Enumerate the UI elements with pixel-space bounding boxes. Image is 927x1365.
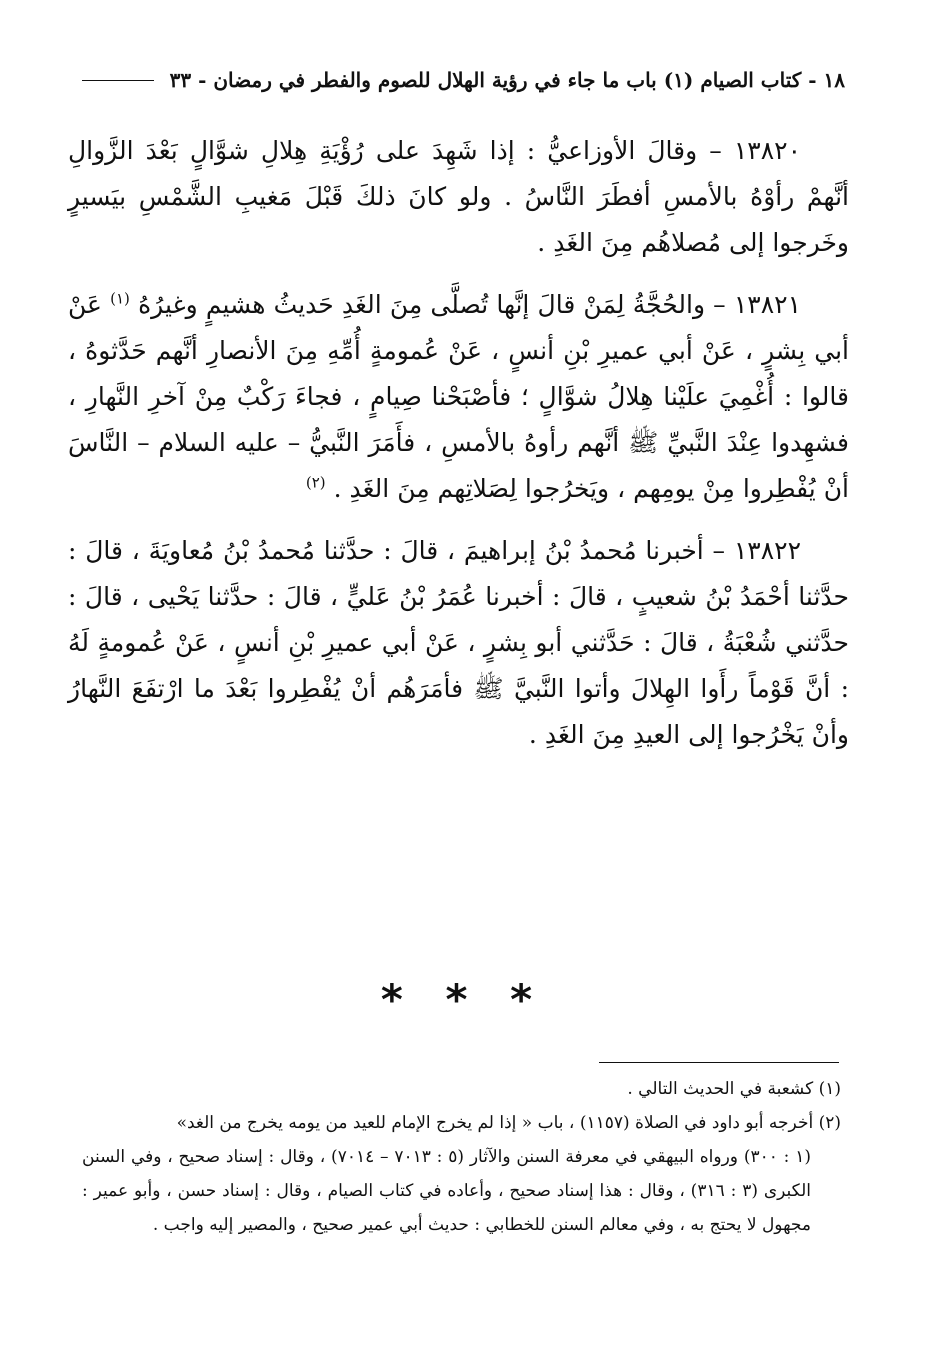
hadith-text: – والحُجَّةُ لِمَنْ قالَ إنَّها تُصلَّى مِنَ الغَدِ حَديثُ هشيمٍ وغيرُهُ xyxy=(129,290,734,319)
hadith-paragraph xyxy=(68,128,849,266)
footnote-rule xyxy=(599,1062,839,1063)
header-rule xyxy=(82,80,154,81)
hadith-text: – أخبرنا مُحمدُ بْنُ إبراهيمَ ، قالَ : حدَّثنا مُحمدُ بْنُ مُعاويَةَ ، قالَ : حدَّثنا أحْمَدُ بْنُ شعيبٍ ، قالَ : أخبرنا عُمَرُ بْنُ عَليٍّ ، قالَ : حدَّثنا يَحْيى ، قالَ : حدَّثني شُعْبَةُ ، قالَ : حَدَّثني أبو بِشرٍ ، عَنْ أبي عميرِ بْنِ أنسٍ ، عَنْ عُمومةٍ لَهُ : أنَّ قَوْماً رأَوا الهِلالَ وأتوا النَّبيَّ ﷺ فأمَرَهُم أنْ يُفْطِروا بَعْدَ ما ارْتفَعَ النَّهارُ وأنْ يَخْرُجوا إلى العيدِ مِنَ الغَدِ . xyxy=(68,536,849,749)
footnote-1: (١) كشعبة في الحديث التالي . xyxy=(627,1079,841,1099)
main-text xyxy=(68,128,849,774)
footnote-2: (٢) أخرجه أبو داود في الصلاة (١١٥٧) ، باب « إذا لم يخرج الإمام للعيد من يومه يخرج من الغد» xyxy=(176,1113,841,1133)
section-separator: * * * xyxy=(380,975,547,1024)
footnote-ref-1: (١) xyxy=(110,289,130,308)
hadith-paragraph xyxy=(68,528,849,758)
hadith-text: عَنْ أبي بِشرٍ ، عَنْ أبي عميرِ بْنِ أنسٍ ، عَنْ عُمومةٍ أُمِّهِ مِنَ الأنصارِ أنَّهم حَدَّثوهُ ، قالوا : أُغْمِيَ علَيْنا هِلالُ شوَّالٍ ؛ فأصْبَحْنا صِيامٍ ، فجاءَ رَكْبٌ مِنْ آخرِ النَّهارِ ، فشهِدوا عِنْدَ النَّبيِّ ﷺ أنَّهم رأوهُ بالأمسِ ، فأَمَرَ النَّبيُّ – عليه السلام – النَّاسَ أنْ يُفْطِروا مِنْ يومِهم ، ويَخرُجوا لِصَلاتِهم مِنَ الغَدِ . xyxy=(68,290,849,503)
footnotes xyxy=(82,1072,841,1242)
hadith-number: ١٣٨٢١ xyxy=(733,290,801,319)
footnote-2-continued: (١ : ٣٠٠) ورواه البيهقي في معرفة السنن والآثار (٥ : ٧٠١٣ – ٧٠١٤) ، وقال : إسناد صحيح ، وفي السنن الكبرى (٣ : ٣١٦) ، وقال : هذا إسناد صحيح ، وأعاده في كتاب الصيام ، وقال : إسناد حسن ، وأبو عمير : مجهول لا يحتج به ، وفي معالم السنن للخطابي : حديث أبي عمير صحيح ، والمصير إليه واجب . xyxy=(82,1147,811,1235)
hadith-number: ١٣٨٢٢ xyxy=(733,536,801,565)
footnote-ref-2: (٢) xyxy=(305,473,326,492)
header-title: ١٨ - كتاب الصيام (١) باب ما جاء في رؤية الهلال للصوم والفطر في رمضان - ٣٣ xyxy=(169,68,845,92)
hadith-text: – وقالَ الأوزاعيُّ : إذا شَهِدَ على رُؤْيَةِ هِلالِ شوَّالٍ بَعْدَ الزَّوالِ أنَّهمْ رأوْهُ بالأمسِ أفطَرَ النَّاسُ . ولو كانَ ذلكَ قَبْلَ مَغيبِ الشَّمْسِ بيَسيرٍ وخَرجوا إلى مُصلاهُم مِنَ الغَدِ . xyxy=(68,136,849,257)
hadith-number: ١٣٨٢٠ xyxy=(733,136,801,165)
running-header xyxy=(82,60,845,100)
hadith-paragraph xyxy=(68,282,849,512)
